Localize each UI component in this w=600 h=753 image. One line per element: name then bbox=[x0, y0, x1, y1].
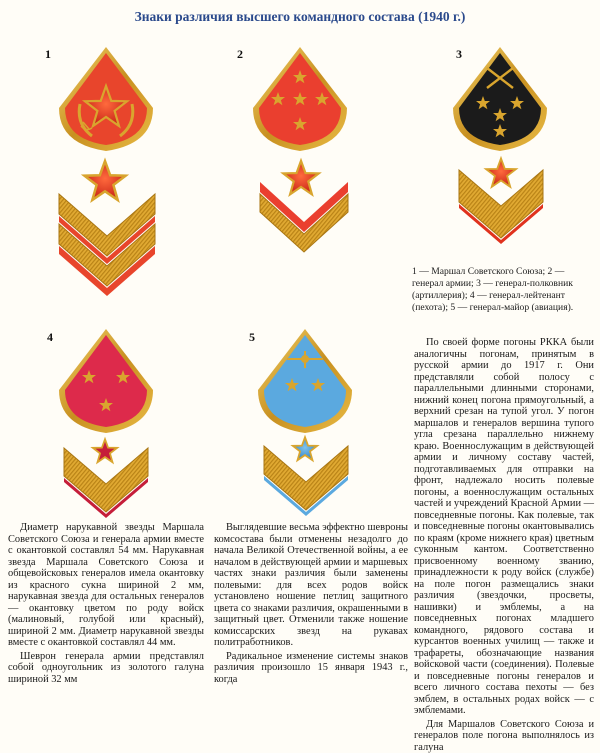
text-column-right bbox=[414, 337, 594, 681]
paragraph: Диаметр нарукавной звезды Маршала Советского Союза и генерала армии вместе с окантовкой составлял 54 мм. Нарукавная звезда Маршала Советского Союза и общевойсковых генералов имела окантовку из красного сукна шириной 2 мм, нарукавная звезда для остальных генералов — окантовку цветом по роду войск (малиновый, голубой или красный), шириной 2 мм. Диаметр нарукавной звезды вместе с окантовкой составлял 44 мм. bbox=[8, 522, 204, 649]
text-column-left bbox=[8, 522, 204, 681]
text-column-middle bbox=[214, 522, 408, 681]
figure-number-3: 3 bbox=[456, 47, 462, 62]
figure-number-2: 2 bbox=[237, 47, 243, 62]
general-army-chevron bbox=[258, 180, 350, 254]
figure-number-4: 4 bbox=[47, 330, 53, 345]
marshal-collar-patch bbox=[56, 44, 156, 154]
figure-number-1: 1 bbox=[45, 47, 51, 62]
page-title: Знаки различия высшего командного состава (1940 г.) bbox=[0, 9, 600, 25]
paragraph: Для Маршалов Советского Союза и генералов поле погона выполнялось из галуна bbox=[414, 719, 594, 753]
lieutenant-general-collar-patch bbox=[56, 326, 156, 436]
colonel-general-chevron bbox=[457, 168, 545, 244]
colonel-general-collar-patch bbox=[450, 44, 550, 154]
paragraph: Шеврон генерала армии представлял собой одноугольник из золотого галуна шириной 32 мм bbox=[8, 651, 204, 686]
marshal-chevron bbox=[57, 192, 157, 298]
general-army-collar-patch bbox=[250, 44, 350, 154]
paragraph: Выглядевшие весьма эффектно шевроны комсостава были отменены незадолго до начала Великой Отечественной войны, а ее началом в действующей армии и маршевых частях знаки различия были заменены полевыми: для всех родов войск установлено ношение петлиц защитного цвета со знаками различия, окрашенными в защитный цвет. Отменили также ношение комиссарских звезд на рукавах политработников. bbox=[214, 522, 408, 649]
figure-caption: 1 — Маршал Советского Союза; 2 — генерал армии; 3 — генерал-полковник (артиллерия); 4 — генерал-лейтенант (пехота); 5 — генерал-майор (авиация). bbox=[412, 266, 592, 314]
lieutenant-general-chevron bbox=[62, 446, 150, 518]
paragraph: Радикальное изменение системы знаков различия произошло 15 января 1943 г., когда bbox=[214, 651, 408, 686]
major-general-collar-patch bbox=[255, 326, 355, 436]
figure-number-5: 5 bbox=[249, 330, 255, 345]
paragraph: По своей форме погоны РККА были аналогичны погонам, принятым в русской армии до 1917 г. Они представляли собой полосу с параллельными длинными сторонами, нижний конец погона прямоугольный, а верхний срезан на тупой угол. У погон маршалов и генералов вершина тупого угла срезана параллельно нижнему краю. Военнослужащим в действующей армии и личному составу частей, подготавливаемых для отправки на фронт, надлежало носить полевые погоны, а военнослужащим остальных частей и учреждений Красной Армии — повседневные погоны. Как полевые, так и повседневные погоны окантовывались по краям (кроме нижнего края) цветным суконным кантом. Соответственно присвоенному военному званию, принадлежности к роду войск (службе) на поле погон размещались знаки различия (звездочки, просветы, нашивки) и эмблемы, а на повседневных погонах младшего командного, рядового состава и курсантов военных училищ — также и трафареты, обозначающие названия войсковой части (соединения). Полевые и повседневные погоны генералов и всего личного состава пехоты — без эмблем, в остальных родах войск — с эмблемами. bbox=[414, 337, 594, 717]
major-general-chevron bbox=[262, 444, 350, 516]
